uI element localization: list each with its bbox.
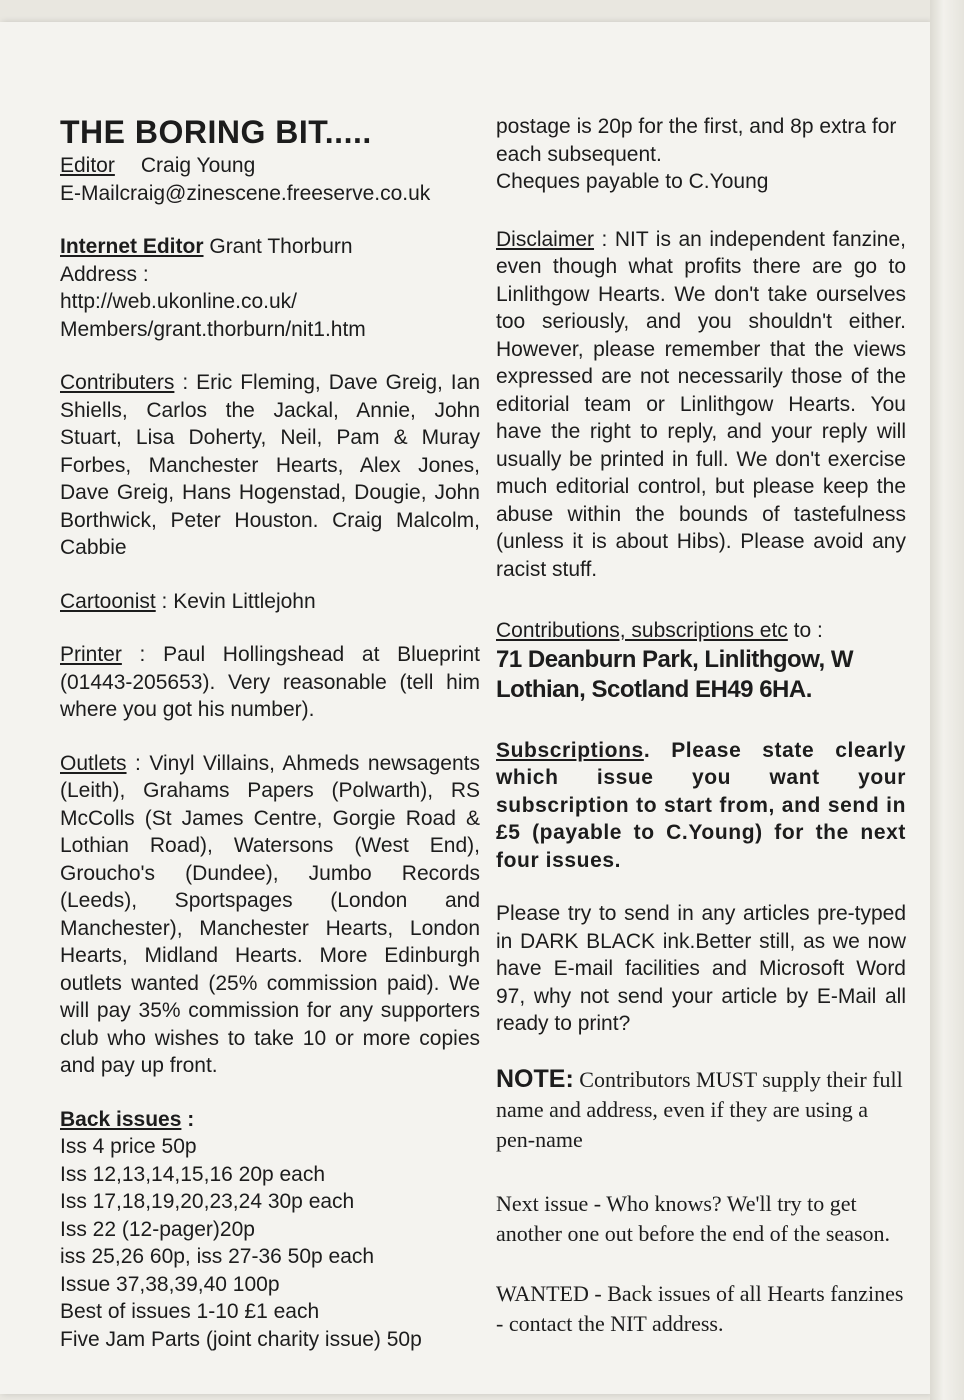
editor-label: Editor bbox=[60, 154, 115, 177]
web-url-line2: Members/grant.thorburn/nit1.htm bbox=[60, 317, 366, 341]
back-issue-item: Iss 4 price 50p bbox=[60, 1135, 197, 1158]
back-issue-item: Iss 22 (12-pager)20p bbox=[60, 1217, 255, 1241]
internet-editor-label: Internet Editor bbox=[60, 235, 204, 258]
postage-text: postage is 20p for the first, and 8p extra for each subsequent. bbox=[496, 115, 897, 166]
back-issues-colon: : bbox=[181, 1107, 195, 1131]
back-issue-item: Best of issues 1-10 £1 each bbox=[60, 1300, 320, 1323]
back-issues-block bbox=[60, 1106, 480, 1354]
next-issue-text: Next issue - Who knows? We'll try to get another one out before the end of the season. bbox=[496, 1190, 891, 1246]
back-issue-item: Issue 37,38,39,40 100p bbox=[60, 1272, 280, 1296]
page-title: THE BORING BIT..... bbox=[60, 114, 372, 150]
subscriptions-label: Subscriptions bbox=[496, 738, 644, 762]
cartoonist-text: : Kevin Littlejohn bbox=[155, 589, 316, 613]
note-text: Contributors MUST supply their full name and address, even if they are using a pen-name bbox=[496, 1066, 903, 1152]
web-url-line1: http://web.ukonline.co.uk/ bbox=[60, 290, 297, 313]
right-column bbox=[496, 113, 906, 1365]
back-issue-item: iss 25,26 60p, iss 27-36 50p each bbox=[60, 1245, 375, 1268]
disclaimer-text: : NIT is an independent fanzine, even though what profits there are go to Linlithgow Hearts. We don't take ourselves too seriously, and you shouldn't either. However, please remember that the views expressed are not necessarily those of the editorial team or Linlithgow Hearts. You have the right to reply, and your reply will usually be printed in full. We don't exercise much editorial control, but please keep the abuse within the bounds of tastefulness (unless it is about Hibs). Please avoid any racist stuff. bbox=[496, 227, 906, 581]
outlets-text: : Vinyl Villains, Ahmeds newsagents (Leith), Grahams Papers (Polwarth), RS McColls (St James Centre, Gorgie Road & Lothian Road), Watersons (West End), Groucho's (Dundee), Jumbo Records (Leeds), Sportspages (London and Manchester), Manchester Hearts, London Hearts, Midland Hearts. More Edinburgh outlets wanted (25% commission paid). We will pay 35% commission for any supporters club who wishes to take 10 or more copies and pay up front. bbox=[60, 751, 480, 1077]
outlets-label: Outlets bbox=[60, 751, 127, 775]
disclaimer-block bbox=[496, 226, 906, 584]
note-label: NOTE: bbox=[496, 1064, 574, 1093]
subscriptions-block bbox=[496, 737, 906, 875]
internet-editor-name: Grant Thorburn bbox=[209, 235, 353, 258]
contributers-block bbox=[60, 369, 480, 562]
back-issue-item: Iss 12,13,14,15,16 20p each bbox=[60, 1162, 326, 1186]
page-edge bbox=[930, 0, 964, 1400]
contributions-label: Contributions, subscriptions etc bbox=[496, 619, 788, 642]
articles-text: Please try to send in any articles pre-typed in DARK BLACK ink.Better still, as we now have E-mail facilities and Microsoft Word 97, why not send your article by E-Mail all ready to print? bbox=[496, 902, 906, 1035]
contributers-label: Contributers bbox=[60, 371, 175, 394]
back-issues-label: Back issues bbox=[60, 1107, 182, 1131]
contributions-block bbox=[496, 617, 906, 705]
email-label: E-Mail bbox=[60, 181, 120, 205]
cheques-text: Cheques payable to C.Young bbox=[496, 170, 769, 193]
back-issue-item: Five Jam Parts (joint charity issue) 50p bbox=[60, 1327, 422, 1351]
outlets-block bbox=[60, 750, 480, 1080]
back-issue-item: Iss 17,18,19,20,23,24 30p each bbox=[60, 1190, 355, 1213]
cartoonist-block bbox=[60, 588, 480, 616]
email-address: craig@zinescene.freeserve.co.uk bbox=[119, 181, 431, 205]
internet-editor-block bbox=[60, 233, 480, 343]
postal-address: 71 Deanburn Park, Linlithgow, W Lothian, Scotland EH49 6HA. bbox=[496, 645, 853, 703]
contributions-to: to : bbox=[787, 619, 823, 642]
next-issue-block bbox=[496, 1189, 906, 1249]
printer-text: : Paul Hollingshead at Blueprint (01443-205653). Very reasonable (tell him where you got his number). bbox=[60, 643, 480, 721]
articles-block bbox=[496, 900, 906, 1038]
note-block bbox=[496, 1064, 906, 1155]
subscriptions-text: . Please state clearly which issue you want your subscription to start from, and send in £5 (payable to C.Young) for the next four issues. bbox=[496, 738, 906, 872]
address-label: Address : bbox=[60, 262, 149, 286]
left-column bbox=[60, 112, 480, 1379]
postage-block bbox=[496, 113, 906, 196]
editor-block bbox=[60, 152, 480, 207]
printer-block bbox=[60, 641, 480, 724]
editor-name: Craig Young bbox=[140, 154, 256, 177]
cartoonist-label: Cartoonist bbox=[60, 589, 156, 613]
contributers-text: : Eric Fleming, Dave Greig, Ian Shiells, Carlos the Jackal, Annie, John Stuart, Lisa Doherty, Neil, Pam & Muray Forbes, Manchester Hearts, Alex Jones, Dave Greig, Hans Hogenstad, Dougie, John Borthwick, Peter Houston. Craig Malcolm, Cabbie bbox=[60, 371, 480, 559]
wanted-block bbox=[496, 1279, 906, 1339]
wanted-text: WANTED - Back issues of all Hearts fanzines - contact the NIT address. bbox=[496, 1280, 904, 1336]
disclaimer-label: Disclaimer bbox=[496, 227, 595, 251]
printer-label: Printer bbox=[60, 643, 122, 666]
